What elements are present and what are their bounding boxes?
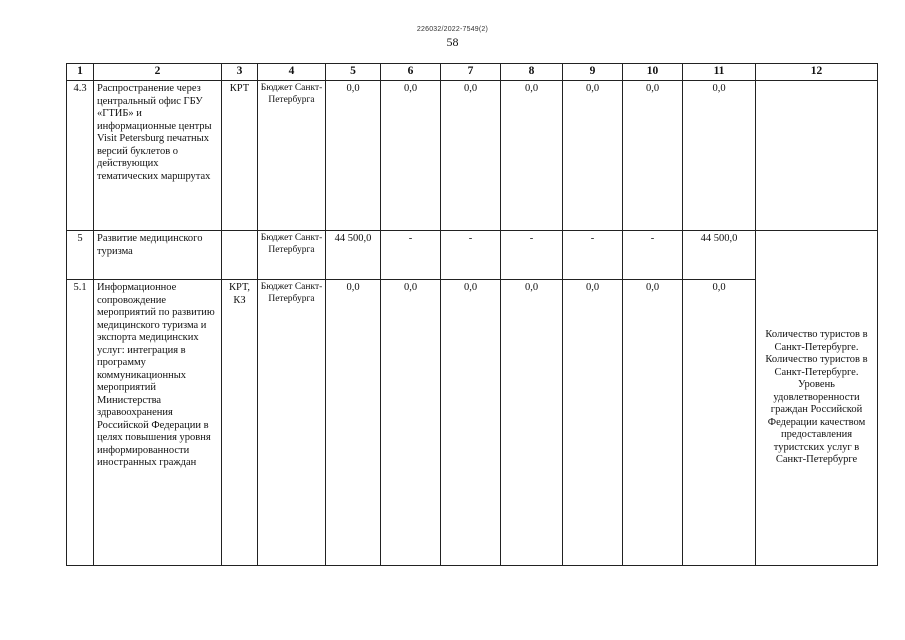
row-number: 4.3 bbox=[67, 81, 94, 231]
measure-name: Распространение через центральный офис ГБУ «ГТИБ» и информационные центры Visit Petersburg печатных версий буклетов о действующих тематических маршрутах bbox=[94, 81, 222, 231]
document-registration-number: 226032/2022-7549(2) bbox=[416, 26, 489, 33]
amount-cell: 0,0 bbox=[441, 280, 501, 566]
program-measures-table bbox=[66, 63, 878, 566]
column-header: 5 bbox=[326, 64, 381, 81]
amount-cell: 44 500,0 bbox=[683, 231, 756, 280]
column-header: 11 bbox=[683, 64, 756, 81]
amount-cell: 0,0 bbox=[623, 81, 683, 231]
amount-cell: 0,0 bbox=[381, 280, 441, 566]
table-row bbox=[67, 81, 878, 231]
indicator-line: Количество туристов в Санкт-Петербурге. bbox=[765, 329, 868, 353]
indicator-cell-empty bbox=[756, 81, 878, 231]
column-header: 4 bbox=[258, 64, 326, 81]
indicator-line: Количество туристов в Санкт-Петербурге. bbox=[765, 354, 868, 378]
column-header: 10 bbox=[623, 64, 683, 81]
executor bbox=[222, 231, 258, 280]
amount-cell: - bbox=[501, 231, 563, 280]
row-number: 5 bbox=[67, 231, 94, 280]
amount-cell: 0,0 bbox=[381, 81, 441, 231]
funding-source: Бюджет Санкт-Петербурга bbox=[258, 231, 326, 280]
amount-cell: 0,0 bbox=[563, 81, 623, 231]
amount-cell: - bbox=[623, 231, 683, 280]
column-header: 2 bbox=[94, 64, 222, 81]
column-number-header-row bbox=[67, 64, 878, 81]
funding-source: Бюджет Санкт-Петербурга bbox=[258, 280, 326, 566]
indicator-line: Уровень удовлетворенности граждан Российской Федерации качеством предоставления туристских услуг в Санкт-Петербурге bbox=[767, 379, 866, 466]
measure-name: Информационное сопровождение мероприятий по развитию медицинского туризма и экспорта медицинских услуг: интеграция в программу коммуникационных мероприятий Министерства здравоохранения Российской Федерации в целях повышения уровня информированности иностранных граждан bbox=[94, 280, 222, 566]
column-header: 1 bbox=[67, 64, 94, 81]
measure-name: Развитие медицинского туризма bbox=[94, 231, 222, 280]
column-header: 8 bbox=[501, 64, 563, 81]
target-indicators bbox=[756, 231, 878, 566]
column-header: 9 bbox=[563, 64, 623, 81]
amount-cell: 0,0 bbox=[326, 280, 381, 566]
amount-cell: 0,0 bbox=[563, 280, 623, 566]
amount-cell: 0,0 bbox=[326, 81, 381, 231]
table-row bbox=[67, 231, 878, 280]
row-number: 5.1 bbox=[67, 280, 94, 566]
column-header: 3 bbox=[222, 64, 258, 81]
executor: КРТ bbox=[222, 81, 258, 231]
amount-cell: 0,0 bbox=[623, 280, 683, 566]
column-header: 12 bbox=[756, 64, 878, 81]
column-header: 6 bbox=[381, 64, 441, 81]
funding-source: Бюджет Санкт-Петербурга bbox=[258, 81, 326, 231]
amount-cell: - bbox=[381, 231, 441, 280]
page-number: 58 bbox=[446, 35, 459, 49]
amount-cell: 0,0 bbox=[683, 81, 756, 231]
amount-cell: 0,0 bbox=[501, 280, 563, 566]
amount-cell: - bbox=[441, 231, 501, 280]
amount-cell: - bbox=[563, 231, 623, 280]
executor: КРТ, КЗ bbox=[222, 280, 258, 566]
amount-cell: 0,0 bbox=[501, 81, 563, 231]
amount-cell: 44 500,0 bbox=[326, 231, 381, 280]
amount-cell: 0,0 bbox=[683, 280, 756, 566]
amount-cell: 0,0 bbox=[441, 81, 501, 231]
column-header: 7 bbox=[441, 64, 501, 81]
